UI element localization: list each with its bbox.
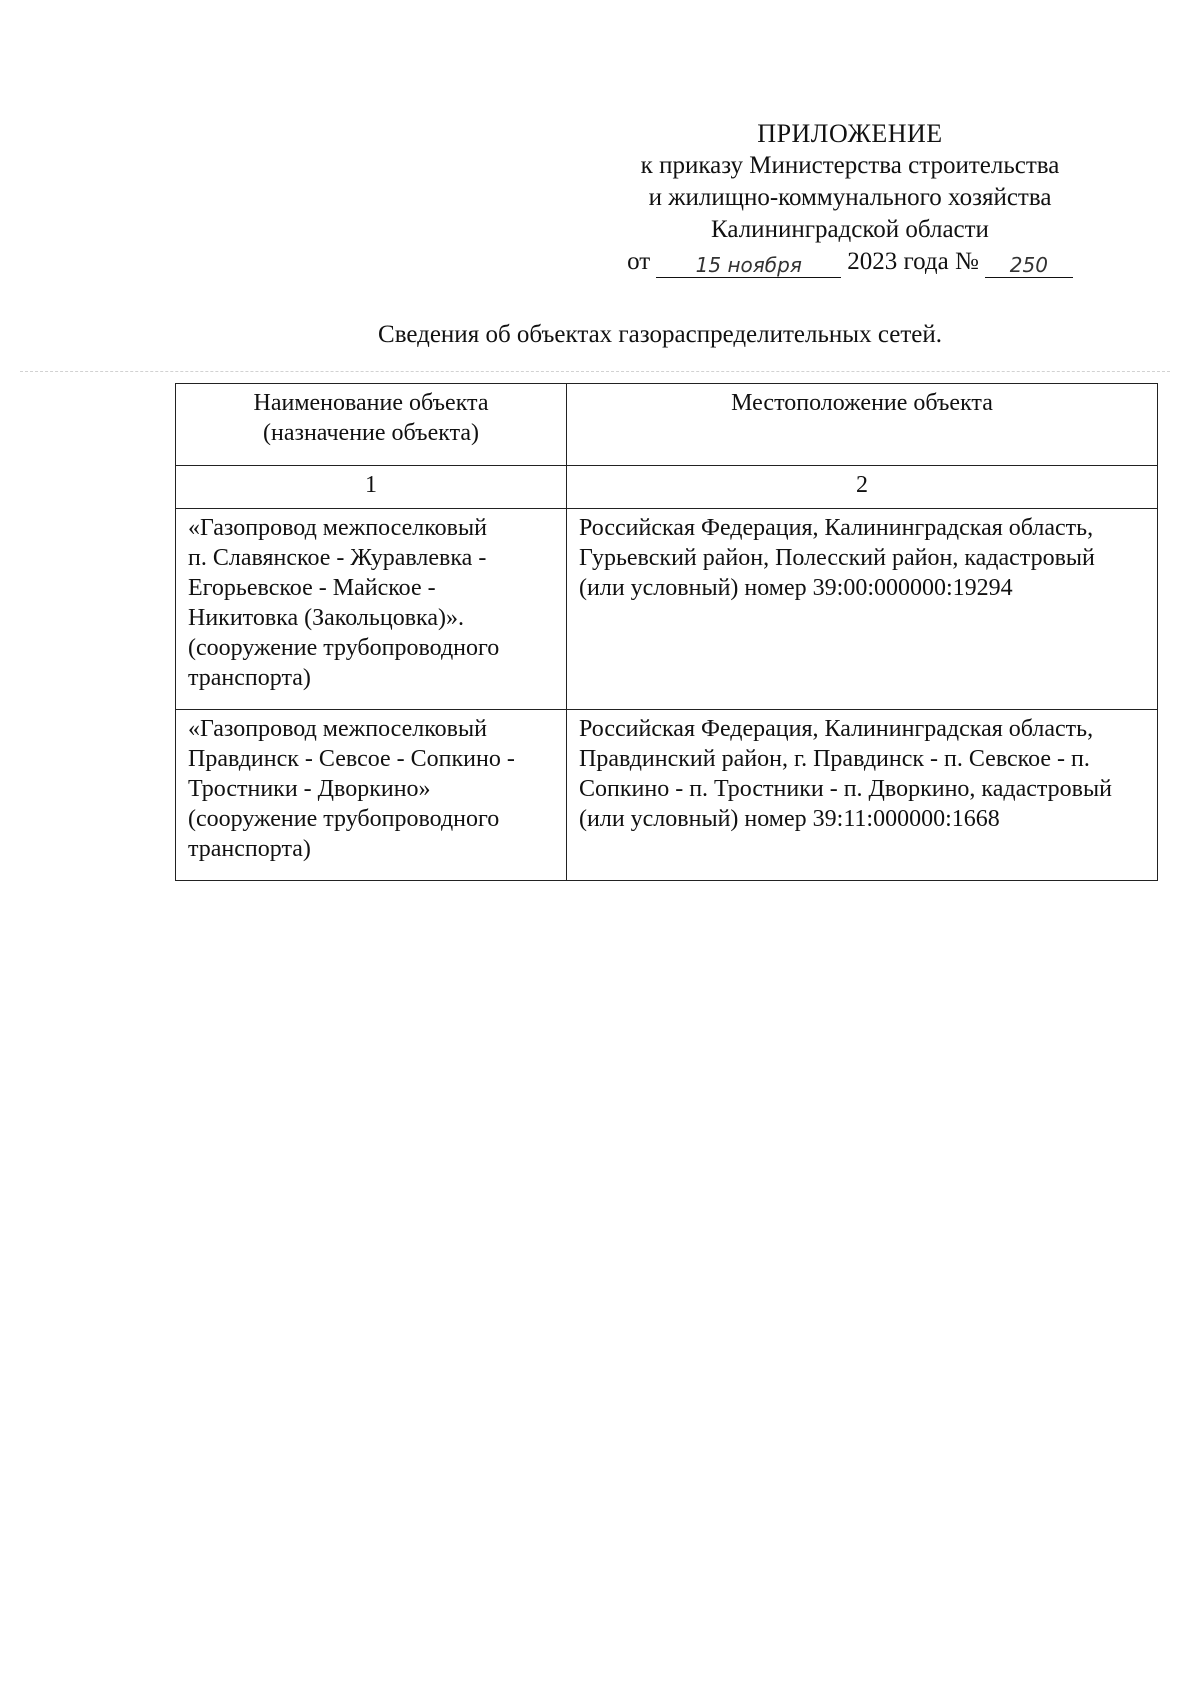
order-date-row	[600, 246, 1100, 278]
date-prefix: от	[627, 248, 651, 275]
annex-line-housing: и жилищно-коммунального хозяйства	[648, 184, 1052, 211]
column-number-1: 1	[176, 466, 567, 509]
annex-block	[600, 118, 1100, 278]
annex-title: ПРИЛОЖЕНИЕ	[757, 119, 943, 148]
object-name-line: «Газопровод межпоселковый	[188, 716, 487, 742]
annex-line-region: Калининградской области	[711, 216, 989, 243]
object-name-line: транспорта)	[188, 665, 311, 691]
header-name-line2: (назначение объекта)	[262, 420, 479, 446]
object-name-line: (сооружение трубопроводного	[188, 635, 500, 661]
object-name-line: «Газопровод межпоселковый	[188, 515, 487, 541]
scan-artifact-line	[20, 371, 1170, 372]
object-name-line: Тростники - Дворкино»	[188, 776, 431, 802]
table-row	[176, 509, 1158, 710]
header-object-name	[176, 384, 567, 466]
column-number-2: 2	[567, 466, 1158, 509]
object-name-line: Правдинск - Севсое - Сопкино -	[188, 746, 515, 772]
document-heading: Сведения об объектах газораспределительных сетей.	[378, 321, 942, 348]
object-name-cell	[176, 509, 567, 710]
header-object-location	[567, 384, 1158, 466]
handwritten-date: 15 ноября	[656, 253, 841, 278]
object-name-line: Егорьевское - Майское -	[188, 575, 436, 601]
table-row	[176, 710, 1158, 881]
header-name-line1: Наименование объекта	[253, 390, 489, 416]
object-location-cell: Российская Федерация, Калининградская область, Гурьевский район, Полесский район, кадастровый (или условный) номер 39:00:000000:19294	[567, 509, 1158, 710]
object-location-cell: Российская Федерация, Калининградская область, Правдинский район, г. Правдинск - п. Севское - п. Сопкино - п. Тростники - п. Дворкино, кадастровый (или условный) номер 39:11:000000:1668	[567, 710, 1158, 881]
object-name-cell	[176, 710, 567, 881]
column-number-row	[176, 466, 1158, 509]
object-name-line: транспорта)	[188, 836, 311, 862]
handwritten-order-number: 250	[985, 253, 1073, 278]
header-location-line1: Местоположение объекта	[731, 390, 993, 416]
annex-line-ministry: к приказу Министерства строительства	[640, 152, 1060, 179]
objects-table	[175, 383, 1158, 881]
table-header-row	[176, 384, 1158, 466]
object-name-line: п. Славянское - Журавлевка -	[188, 545, 487, 571]
object-name-line: Никитовка (Закольцовка)».	[188, 605, 464, 631]
year-label: 2023 года №	[847, 248, 979, 275]
object-name-line: (сооружение трубопроводного	[188, 806, 500, 832]
